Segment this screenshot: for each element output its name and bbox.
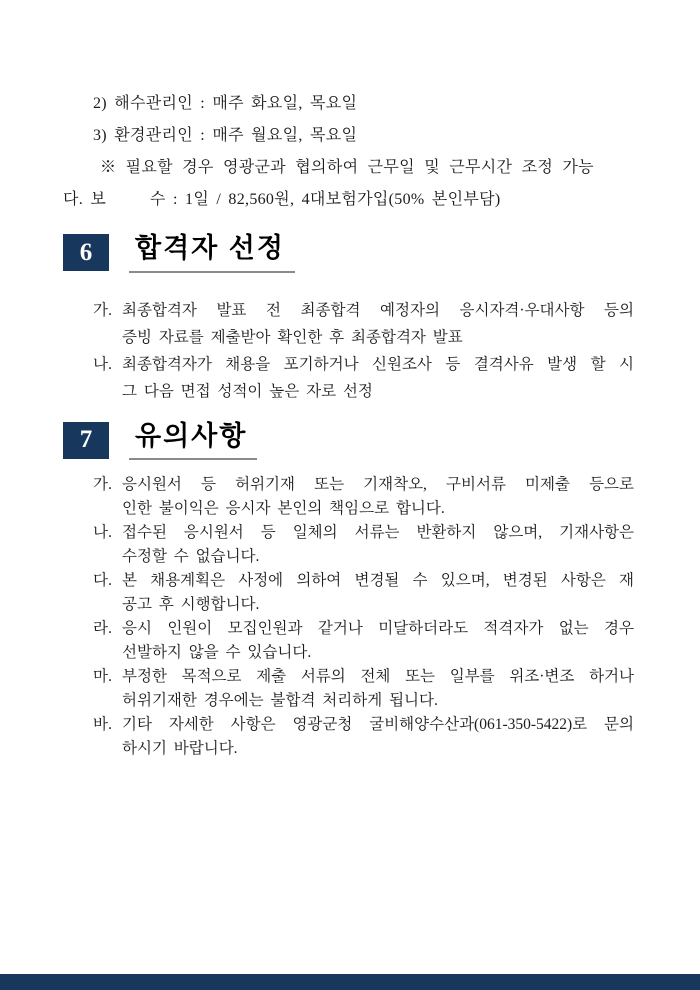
item-marker: 가. <box>93 476 113 494</box>
item-text <box>122 665 634 713</box>
section-number-box <box>63 422 109 459</box>
item-line: 응시 인원이 모집인원과 같거나 미달하더라도 적격자가 없는 경우 <box>122 620 634 638</box>
intro-block <box>63 88 634 216</box>
intro-line-sea-manager: 2) 해수관리인 : 매주 화요일, 목요일 <box>93 95 358 112</box>
section-number: 7 <box>79 426 93 454</box>
item-line: 기타 자세한 사항은 영광군청 굴비해양수산과(061-350-5422)로 문의 <box>122 716 634 734</box>
item-line: 최종합격자 발표 전 최종합격 예정자의 응시자격·우대사항 등의 <box>122 301 634 319</box>
item-line: 본 채용계획은 사정에 의하여 변경될 수 있으며, 변경된 사항은 재 <box>122 572 634 590</box>
item-text <box>122 713 634 761</box>
section-7-header <box>63 422 634 461</box>
item-marker: 마. <box>93 668 113 686</box>
list-item <box>93 351 634 405</box>
item-line: 공고 후 시행합니다. <box>122 596 260 614</box>
list-item <box>93 521 634 569</box>
item-line: 응시원서 등 허위기재 또는 기재착오, 구비서류 미제출 등으로 <box>122 476 634 494</box>
section-title: 합격자 선정 <box>129 234 295 273</box>
item-line: 수정할 수 없습니다. <box>122 548 260 566</box>
item-line: 하시기 바랍니다. <box>122 740 238 758</box>
item-line: 최종합격자가 채용을 포기하거나 신원조사 등 결격사유 발생 할 시 <box>122 355 634 373</box>
item-marker: 바. <box>93 716 113 734</box>
list-item <box>93 473 634 521</box>
item-text <box>122 569 634 617</box>
item-text <box>122 521 634 569</box>
intro-line-env-manager: 3) 환경관리인 : 매주 월요일, 목요일 <box>93 127 358 144</box>
item-line: 그 다음 면접 성적이 높은 자로 선정 <box>122 382 373 400</box>
item-line: 인한 불이익은 응시자 본인의 책임으로 합니다. <box>122 500 445 518</box>
section-6-items <box>63 297 634 405</box>
section-number: 6 <box>79 238 93 266</box>
list-item <box>93 665 634 713</box>
section-6-header <box>63 234 634 273</box>
item-line: 허위기재한 경우에는 불합격 처리하게 됩니다. <box>122 692 438 710</box>
item-marker: 나. <box>93 355 113 373</box>
item-text <box>122 617 634 665</box>
list-item <box>93 569 634 617</box>
footer-bar <box>0 974 700 990</box>
list-item <box>93 713 634 761</box>
intro-line-pay: 다. 보 수 : 1일 / 82,560원, 4대보험가입(50% 본인부담) <box>63 191 501 208</box>
item-marker: 라. <box>93 620 113 638</box>
item-marker: 가. <box>93 301 113 319</box>
section-title: 유의사항 <box>129 422 257 461</box>
item-line: 선발하지 않을 수 있습니다. <box>122 644 312 662</box>
item-text <box>122 351 634 405</box>
item-text <box>122 473 634 521</box>
item-text <box>122 297 634 351</box>
item-line: 증빙 자료를 제출받아 확인한 후 최종합격자 발표 <box>122 328 463 346</box>
item-line: 부정한 목적으로 제출 서류의 전체 또는 일부를 위조·변조 하거나 <box>122 668 634 686</box>
list-item <box>93 617 634 665</box>
item-line: 접수된 응시원서 등 일체의 서류는 반환하지 않으며, 기재사항은 <box>122 524 634 542</box>
intro-line-note: ※ 필요할 경우 영광군과 협의하여 근무일 및 근무시간 조정 가능 <box>100 159 594 176</box>
section-7-items <box>63 473 634 761</box>
item-marker: 다. <box>93 572 113 590</box>
item-marker: 나. <box>93 524 113 542</box>
section-number-box <box>63 234 109 271</box>
list-item <box>93 297 634 351</box>
